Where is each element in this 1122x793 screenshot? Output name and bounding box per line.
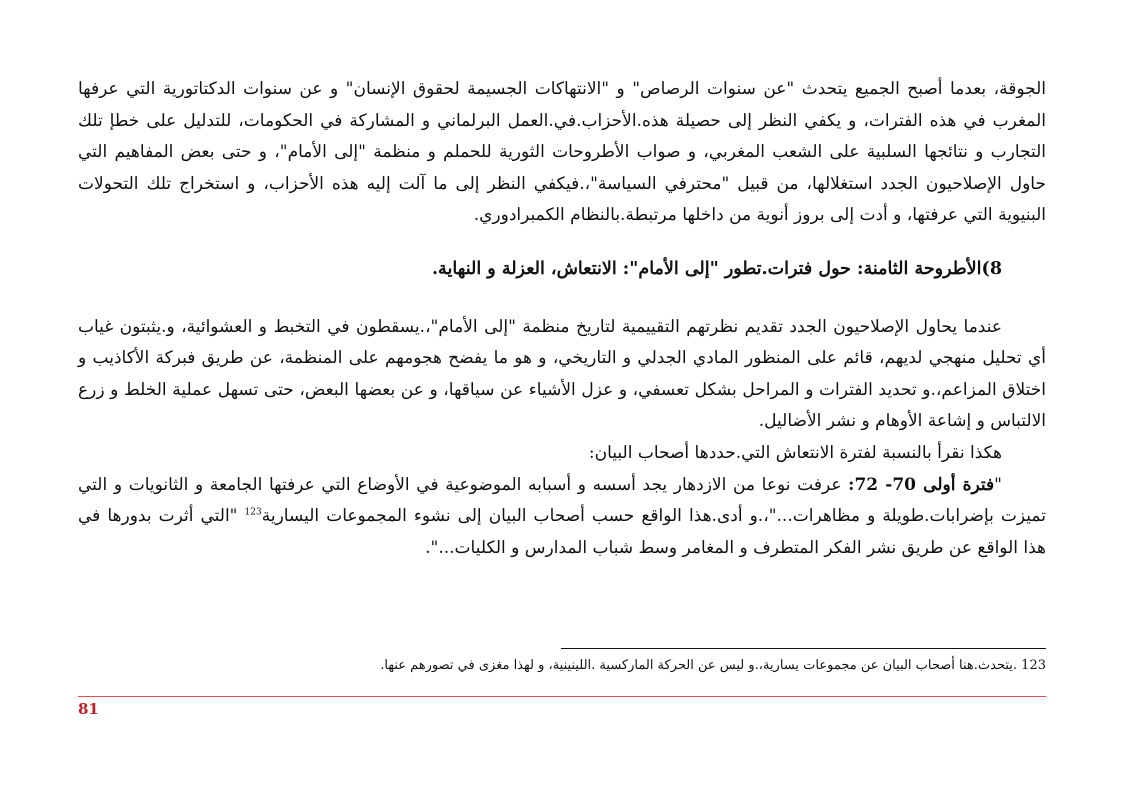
footnote-divider: [561, 648, 1046, 649]
para2-line-2: أي تحليل منهجي لديهم، قائم على المنظور المادي الجدلي و التاريخي، و هو ما يفضح هجومهم على المنظمة، عن طريق فبركة الأكاذيب و: [78, 348, 1046, 369]
section-heading: [78, 254, 1046, 286]
quote-lead: فترة أولى 70- 72:: [848, 474, 995, 495]
footnote-reference[interactable]: 123: [244, 507, 262, 518]
para3-text: هكذا نقرأ بالنسبة لفترة الانتعاش التي.حددها أصحاب البيان:: [588, 442, 1002, 463]
page-number: 81: [78, 700, 99, 718]
footnote-number: 123: [1021, 658, 1046, 673]
para2-line-3: اختلاق المزاعم،.و تحديد الفترات و المراحل بشكل تعسفي، و عزل الأشياء عن سياقها، و عن بعضها البعض، حتى تسهل عملية الخلط و زرع: [78, 379, 1046, 400]
quote-line2-b: "التي أثرت بدورها في هذا الواقع عن: [78, 506, 1046, 558]
para2-line-1: عندما يحاول الإصلاحيون الجدد تقديم نظرتهم التقييمية لتاريخ منظمة "إلى الأمام"،.يسقطون في التخبط و العشوائية، و.يثبتون غياب: [78, 316, 1002, 337]
footer-divider: [78, 696, 1046, 697]
quote-line3: طريق نشر الفكر المتطرف و المغامر وسط شباب المدارس و الكليات...".: [425, 537, 944, 558]
quote-open: ": [994, 474, 1002, 495]
footnote: [78, 654, 1046, 678]
para1-line-1: الجوقة، بعدما أصبح الجميع يتحدث "عن سنوات الرصاص" و "الانتهاكات الجسيمة لحقوق الإنسان" و عن سنوات الدكتاتورية التي عرفها: [78, 79, 1046, 99]
paragraph-3: [78, 438, 1046, 470]
para1-line-3: و نتائجها السلبية على الشعب المغربي، و صواب الأطروحات الثورية للحملم و منظمة "إلى الأمام"، و حتى بعض المفاهيم التي حاول: [78, 142, 1046, 194]
para2-line-4: الالتباس و إشاعة الأوهام و نشر الأضاليل.: [758, 411, 1046, 432]
footnote-text: .يتحدث.هنا أصحاب البيان عن مجموعات يسارية،.و ليس عن الحركة الماركسية .اللينينية، و لهذا مغزى في تصورهم عنها.: [380, 658, 1022, 673]
spacer: [78, 286, 1046, 312]
page-body: [78, 74, 1046, 564]
quote-paragraph: [78, 470, 1046, 565]
heading-subtitle: حول فترات.تطور "إلى الأمام": الانتعاش، العزلة و النهاية.: [431, 258, 851, 279]
quote-line2-a: بإضرابات.طويلة و مظاهرات..."،.و أدى.هذا الواقع حسب أصحاب البيان إلى نشوء المجموعات اليسارية: [261, 506, 994, 527]
para1-line-2: المغرب في هذه الفترات، و يكفي النظر إلى حصيلة هذه.الأحزاب.في.العمل البرلماني و المشاركة في الحكومات، للتدليل على خطإ تلك التجارب: [78, 110, 1047, 163]
quote-line1-rest: عرفت نوعا من الازدهار يجد أسسه و أسبابه الموضوعية في الأوضاع التي عرفتها الجامعة و الثانويات و التي تميزت: [78, 474, 1046, 527]
para1-line-5: التي عرفتها، و أدت إلى بروز أنوية من داخلها مرتبطة.بالنظام الكمبرادوري.: [473, 205, 993, 226]
paragraph-2: [78, 312, 1046, 438]
heading-number: 8): [981, 258, 1002, 279]
heading-title: الأطروحة الثامنة: [863, 258, 982, 279]
paragraph-1: [78, 74, 1046, 232]
para1-line-4: الإصلاحيون الجدد استغلالها، من قبيل "محترفي السياسة"،.فيكفي النظر إلى ما آلت إليه هذه الأحزاب، و استخراج تلك التحولات البنيوية: [78, 173, 1046, 226]
heading-colon: :: [850, 258, 864, 279]
